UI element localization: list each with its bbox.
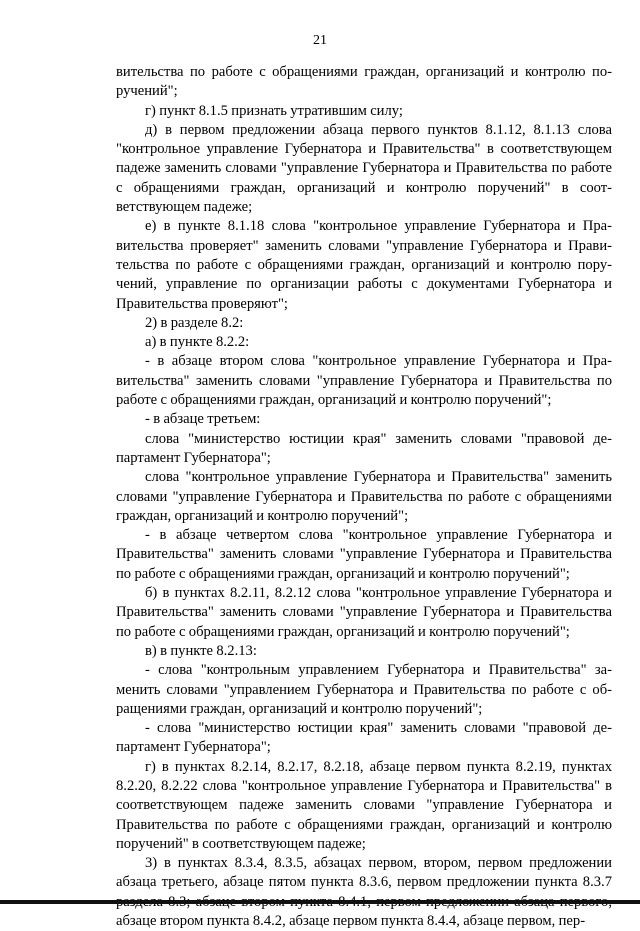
paragraph-words-control-dept: слова "контрольное управление Губернатора и Правительства" заменить словами "управление Губернатора и Правительства по работе с обращениями граждан, организаций и контролю поручений"; <box>116 469 612 524</box>
paragraph-abzac-third: - в абзаце третьем: <box>145 411 261 428</box>
paragraph-item-d-8-1-12: д) в первом предложении абзаца первого пунктов 8.1.12, 8.1.13 слова "контрольное управление Губернатора и Правительства" в соответствующем падеже заменить словами "управление Губернатора и Правительства по работе с обращениями граждан, организаций и контролю поручений" в соответствующем падеже; <box>116 121 612 216</box>
paragraph-abzac-second: - в абзаце втором слова "контрольное управление Губернатора и Правительства" заменить словами "управление Губернатора и Правительства по работе с обращениями граждан, организаций и контролю поручений"; <box>116 353 612 409</box>
paragraph-words-ministry: слова "министерство юстиции края" заменить словами "правовой департамент Губернатора"; <box>116 430 612 466</box>
paragraph-continuation: вительства по работе с обращениями граждан, организаций и контролю поручений"; <box>116 64 612 100</box>
paragraph-section-8-2: 2) в разделе 8.2: <box>145 314 244 331</box>
document-body <box>116 63 612 931</box>
paragraph-abzac-fourth: - в абзаце четвертом слова "контрольное управление Губернатора и Правительства" заменить словами "управление Губернатора и Правительства по работе с обращениями граждан, организаций и контролю поручений"; <box>116 527 612 582</box>
scan-bottom-edge <box>0 900 640 904</box>
paragraph-section-3: 3) в пунктах 8.3.4, 8.3.5, абзацах первом, втором, первом предложении абзаца третьего, абзаце пятом пункта 8.3.6, первом предложении пункта 8.3.7 абзаце втором пункта 8.4.2, абзаце первом пункта 8.4.4, абзаце первом, пер- <box>116 855 612 930</box>
paragraph-item-g-8-2-14: г) в пунктах 8.2.14, 8.2.17, 8.2.18, абзаце первом пункта 8.2.19, пунктах 8.2.20, 8.2.22 слова "контрольное управление Губернатора и Правительства" в соответствующем падеже заменить словами "управление Губернатора и Правительства по работе с обращениями граждан, организаций и контролю поручений" в соответствующем падеже; <box>116 758 612 852</box>
paragraph-words-ministry-2: - слова "министерство юстиции края" заменить словами "правовой департамент Губернатора"; <box>116 720 612 756</box>
paragraph-item-v-8-2-13: в) в пункте 8.2.13: <box>145 642 257 659</box>
page-number: 21 <box>313 33 327 48</box>
paragraph-item-g-8-1-5: г) пункт 8.1.5 признать утратившим силу; <box>145 102 403 119</box>
paragraph-words-control-instr: - слова "контрольным управлением Губернатора и Правительства" заменить словами "управлением Губернатора и Правительства по работе с обращениями граждан, организаций и контролю поручений"; <box>116 662 612 717</box>
paragraph-item-e-8-1-18: е) в пункте 8.1.18 слова "контрольное управление Губернатора и Правительства проверяет" заменить словами "управление Губернатора и Правительства по работе с обращениями граждан, организаций и контролю поручений, управление по организации работы с документами Губернатора и Правительства проверяют"; <box>116 218 612 312</box>
paragraph-item-a-8-2-2: а) в пункте 8.2.2: <box>145 334 250 351</box>
paragraph-item-b-8-2-11: б) в пунктах 8.2.11, 8.2.12 слова "контрольное управление Губернатора и Правительства" заменить словами "управление Губернатора и Правительства по работе с обращениями граждан, организаций и контролю поручений"; <box>116 585 612 640</box>
